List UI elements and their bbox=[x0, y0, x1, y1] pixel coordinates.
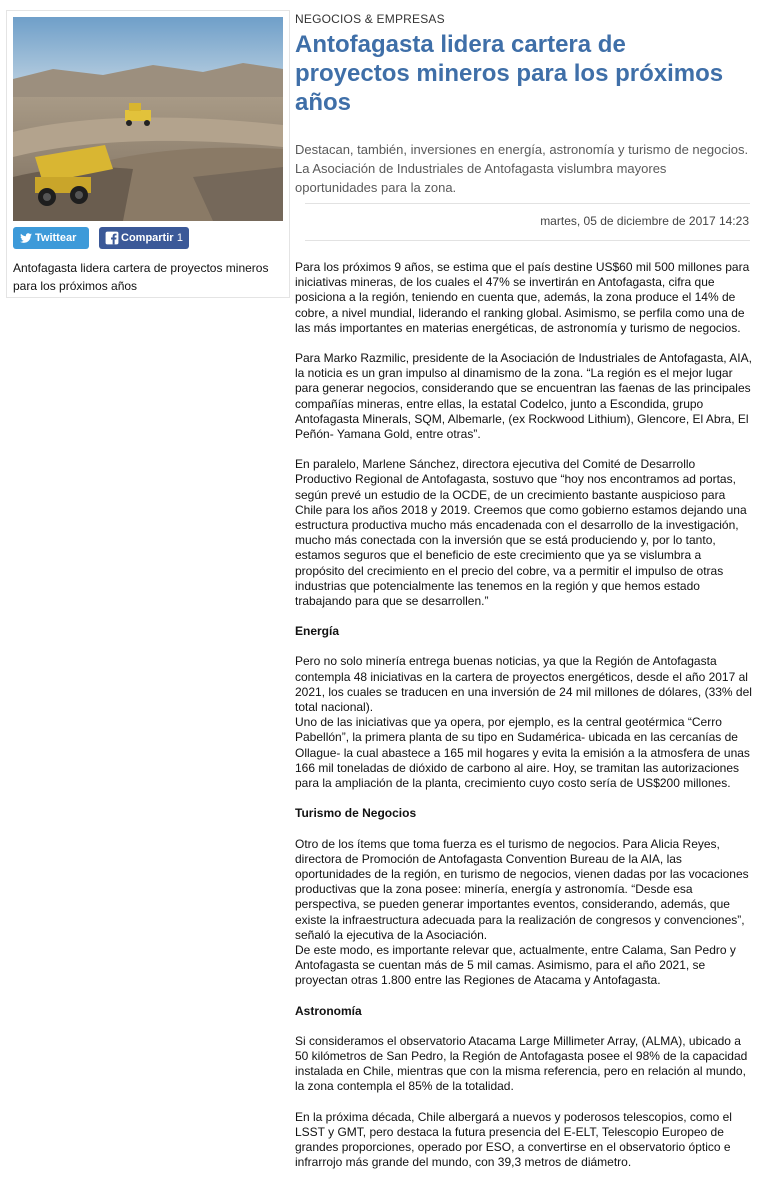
divider bbox=[305, 240, 750, 241]
facebook-share-button[interactable] bbox=[99, 227, 189, 249]
subheading-energia: Energía bbox=[295, 624, 340, 639]
subheading-turismo: Turismo de Negocios bbox=[295, 806, 417, 821]
facebook-f-icon bbox=[105, 231, 119, 245]
body-paragraph bbox=[295, 654, 753, 791]
facebook-share-label: Compartir bbox=[121, 232, 174, 244]
turismo-paragraph-1: Otro de los ítems que toma fuerza es el turismo de negocios. Para Alicia Reyes, directora de Promoción de Antofagasta Convention Bureau de la AIA, las oportunidades de la región, en turismo de negocios, vienen dadas por las vocaciones productivas que la zona posee: minería, energía y astronomía. “Desde esa perspectiva, se pueden generar importantes eventos, considerando, además, que existe la infraestructura adecuada para la realización de congresos y convenciones”, señaló la ejecutiva de la Asociación. bbox=[295, 836, 749, 942]
body-paragraph: Si consideramos el observatorio Atacama Large Millimeter Array, (ALMA), ubicado a 50 kilómetros de San Pedro, la Región de Antofagasta posee el 98% de la capacidad instalada en Chile, mientras que con la misma referencia, pero en relación al mundo, la zona contempla el 85% de la totalidad. bbox=[295, 1033, 748, 1094]
divider bbox=[305, 203, 750, 204]
article-photo[interactable] bbox=[13, 17, 283, 221]
twitter-bird-icon bbox=[19, 231, 33, 245]
body-paragraph: En la próxima década, Chile albergará a nuevos y poderosos telescopios, como el LSST y GMT, pero destaca la futura presencia del E-ELT, Telescopio Europeo de grandes proporciones, operado por ESO, a convertirse en el observatorio óptico e infrarrojo más grande del mundo, con 39,3 metros de diámetro. bbox=[295, 1109, 732, 1170]
mine-photo-illustration bbox=[13, 17, 283, 221]
body-paragraph bbox=[295, 837, 753, 989]
turismo-paragraph-2: De este modo, es importante relevar que, actualmente, entre Calama, San Pedro y Antofagasta se cuentan más de 5 mil camas. Asimismo, para el año 2021, se proyectan otras 1.800 entre las Regiones de Atacama y Antofagasta. bbox=[295, 942, 736, 988]
energia-paragraph-1: Pero no solo minería entrega buenas noticias, ya que la Región de Antofagasta contempla 48 iniciativas en la cartera de proyectos energéticos, desde el año 2017 al 2021, los cuales se traducen en una inversión de 24 mil millones de dólares, (33% del total nacional). bbox=[295, 654, 752, 715]
article-title: Antofagasta lidera cartera de proyectos mineros para los próximos años bbox=[295, 31, 724, 116]
body-paragraph: Para Marko Razmilic, presidente de la Asociación de Industriales de Antofagasta, AIA, la noticia es un gran impulso al dinamismo de la zona. “La región es el mejor lugar para generar negocios, considerando que se encuentran las faenas de las principales compañías mineras, entre ellas, la estatal Codelco, junto a Escondida, grupo Antofagasta Minerals, SQM, Albemarle, (ex Rockwood Lithium), Glencore, El Abra, El Peñón- Yamana Gold, entre otras”. bbox=[295, 351, 752, 442]
share-buttons bbox=[13, 227, 283, 249]
twitter-share-label: Twittear bbox=[35, 232, 77, 244]
energia-paragraph-2: Uno de las iniciativas que ya opera, por ejemplo, es la central geotérmica “Cerro Pabellón”, la primera planta de su tipo en Sudamérica- ubicada en las cercanías de Ollague- la cual abastece a 165 mil hogares y evita la emisión a la atmosfera de unas 166 mil toneladas de dióxido de carbono al aire. Hoy, se tramitan las autorizaciones para la ampliación de la planta, crecimiento cuyo costo sería de US$200 millones. bbox=[295, 715, 750, 791]
twitter-share-button[interactable] bbox=[13, 227, 89, 249]
subheading-astronomia: Astronomía bbox=[295, 1003, 362, 1018]
article-lead: Destacan, también, inversiones en energía, astronomía y turismo de negocios. La Asociación de Industriales de Antofagasta vislumbra mayores oportunidades para la zona. bbox=[295, 142, 749, 195]
sidebar-card bbox=[6, 10, 290, 298]
body-paragraph: Para los próximos 9 años, se estima que el país destine US$60 mil 500 millones para iniciativas mineras, de los cuales el 47% se invertirán en Antofagasta, cifra que posiciona a la región, teniendo en cuenta que, además, la zona produce el 14% de cobre, a nivel mundial, liderando el ranking global. Asimismo, se perfila como una de las más importantes en materias energéticas, de astronomía y turismo de negocios. bbox=[295, 260, 750, 335]
article-body bbox=[295, 260, 753, 1185]
section-label[interactable]: NEGOCIOS & EMPRESAS bbox=[295, 12, 445, 26]
photo-caption: Antofagasta lidera cartera de proyectos mineros para los próximos años bbox=[13, 261, 269, 293]
body-paragraph: En paralelo, Marlene Sánchez, directora ejecutiva del Comité de Desarrollo Productivo Regional de Antofagasta, sostuvo que “hoy nos encontramos ad portas, según prevé un estudio de la OCDE, de un crecimiento bastante auspicioso para Chile para los años 2018 y 2019. Creemos que como gobierno estamos dejando una estructura productiva mucho más encadenada con el desarrollo de la investigación, mucho más conectada con la inversión que se está produciendo y, por lo tanto, estamos seguros que el beneficio de este crecimiento que ya se vislumbra a propósito del crecimiento en el precio del cobre, va a permitir el impulso de otras industrias que potencialmente las tenemos en la región y que hemos estado trabajando para que se desarrollen.” bbox=[295, 457, 747, 609]
publish-date: martes, 05 de diciembre de 2017 14:23 bbox=[540, 214, 749, 228]
facebook-share-count: 1 bbox=[176, 232, 183, 244]
